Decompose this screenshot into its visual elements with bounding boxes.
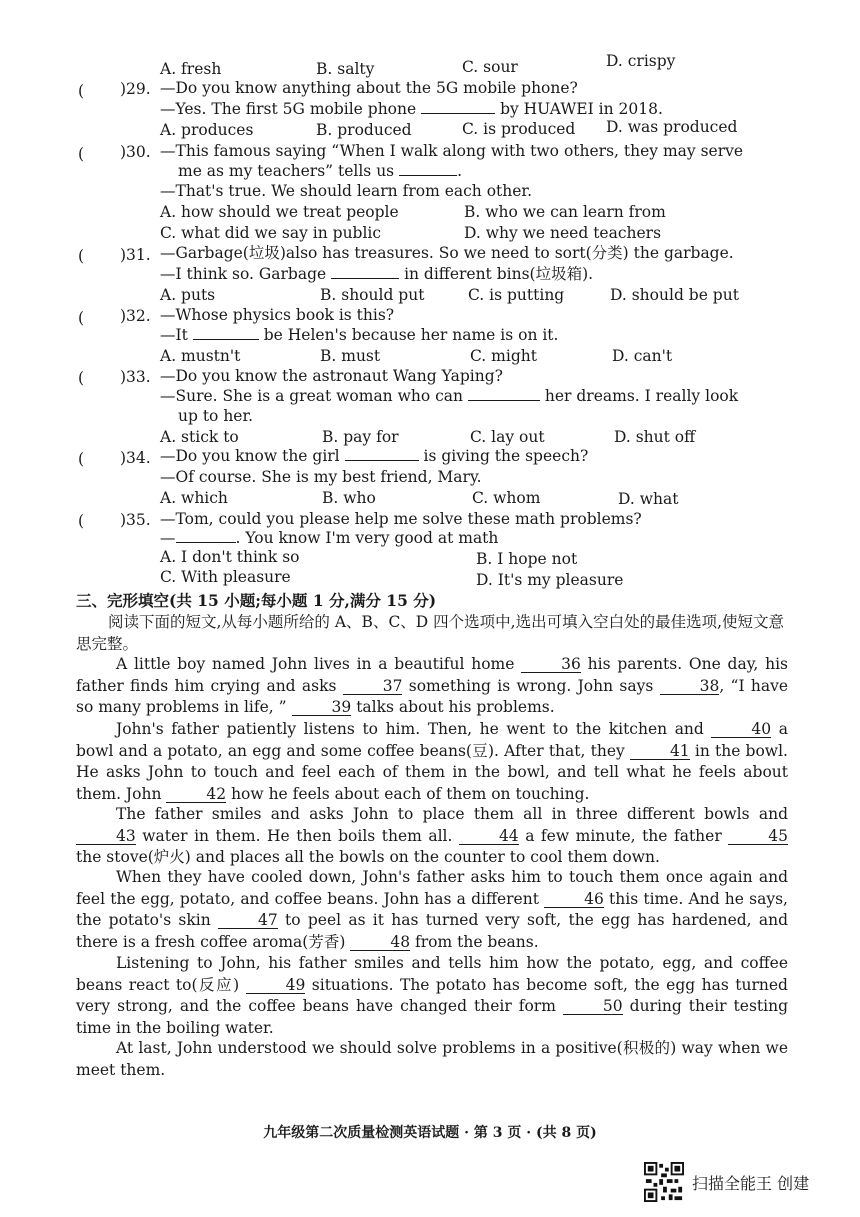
q34-line2: —Of course. She is my best friend, Mary.: [160, 468, 482, 486]
q28-option-b: B. salty: [316, 60, 375, 78]
q30-option-a: A. how should we treat people: [160, 203, 399, 221]
q33-line3: up to her.: [178, 407, 254, 425]
cloze-blank-48: 48: [350, 934, 410, 951]
q33-option-d: D. shut off: [614, 428, 696, 446]
q29-line2: —Yes. The first 5G mobile phone by HUAWEI in 2018.: [160, 100, 663, 118]
q31-paren: (: [78, 247, 85, 265]
q31-line2: —I think so. Garbage in different bins(垃圾箱).: [160, 265, 594, 283]
q31-option-c: C. is putting: [468, 286, 565, 304]
q32-option-a: A. mustn't: [160, 347, 241, 365]
q35-number: )35.: [120, 511, 151, 529]
q30-line1: —This famous saying “When I walk along with two others, they may serve: [160, 142, 744, 160]
q29-option-c: C. is produced: [462, 120, 576, 138]
cloze-blank-46: 46: [544, 891, 604, 908]
q32-line1: —Whose physics book is this?: [160, 306, 395, 324]
q29-line1: —Do you know anything about the 5G mobile phone?: [160, 79, 578, 97]
q28-option-d: D. crispy: [606, 52, 676, 70]
cloze-blank-41: 41: [630, 743, 690, 760]
q34-option-a: A. which: [160, 489, 228, 507]
q34-option-c: C. whom: [472, 489, 541, 507]
q32-paren: (: [78, 309, 85, 327]
q29-blank: [421, 113, 495, 114]
cloze-blank-44: 44: [459, 828, 519, 845]
q34-number: )34.: [120, 449, 151, 467]
q31-option-b: B. should put: [320, 286, 425, 304]
q35-option-a: A. I don't think so: [160, 548, 300, 566]
cloze-blank-50: 50: [563, 998, 623, 1015]
q33-option-c: C. lay out: [470, 428, 545, 446]
cloze-blank-49: 49: [246, 977, 306, 994]
cloze-blank-45: 45: [728, 828, 788, 845]
q31-line1: —Garbage(垃圾)also has treasures. So we need to sort(分类) the garbage.: [160, 244, 734, 262]
q32-option-d: D. can't: [612, 347, 673, 365]
q34-option-d: D. what: [618, 490, 679, 508]
q29-option-d: D. was produced: [606, 118, 738, 136]
q30-option-c: C. what did we say in public: [160, 224, 382, 242]
q35-option-c: C. With pleasure: [160, 568, 291, 586]
passage-paragraph-5: Listening to John, his father smiles and tells him how the potato, egg, and coffee beans react to(反应) 49 situations. The potato has become soft, the egg has turned very strong, and the coffee beans have changed their form 50 during their testing time in the boiling water.: [76, 954, 788, 1037]
q30-blank: [399, 175, 457, 176]
q33-option-b: B. pay for: [322, 428, 399, 446]
cloze-blank-39: 39: [292, 699, 352, 716]
cloze-blank-38: 38: [660, 678, 720, 695]
passage-paragraph-4: When they have cooled down, John's father asks him to touch them once again and feel the egg, potato, and coffee beans. John has a different 46 this time. And he says, the potato's skin 47 to peel as it has turned very soft, the egg has hardened, and there is a fresh coffee aroma(芳香) 48 from the beans.: [76, 868, 789, 951]
q35-line2: — . You know I'm very good at math: [160, 529, 499, 547]
q33-line2: —Sure. She is a great woman who can her dreams. I really look: [160, 387, 739, 405]
cloze-blank-47: 47: [218, 912, 278, 929]
page-footer: 九年级第二次质量检测英语试题 · 第 3 页 · (共 8 页): [263, 1125, 597, 1141]
q30-line2: me as my teachers” tells us .: [178, 162, 463, 180]
q35-paren: (: [78, 512, 85, 530]
q35-option-d: D. It's my pleasure: [476, 571, 624, 589]
q32-blank: [193, 339, 259, 340]
q33-line1: —Do you know the astronaut Wang Yaping?: [160, 367, 503, 385]
q32-option-c: C. might: [470, 347, 537, 365]
scanner-watermark: [644, 1162, 809, 1202]
section-title: 三、完形填空(共 15 小题;每小题 1 分,满分 15 分): [76, 591, 437, 610]
q32-option-b: B. must: [320, 347, 381, 365]
q35-blank: [176, 542, 236, 543]
q31-blank: [331, 278, 399, 279]
q33-number: )33.: [120, 368, 151, 386]
q30-paren: (: [78, 145, 85, 163]
passage-paragraph-3: The father smiles and asks John to place them all in three different bowls and 43 water in them. He then boils them all. 44 a few minute, the father 45 the stove(炉火) and places all the bowls on the counter to cool them down.: [76, 805, 788, 867]
q34-paren: (: [78, 450, 85, 468]
q29-option-b: B. produced: [316, 121, 412, 139]
q30-line3: —That's true. We should learn from each other.: [160, 182, 533, 200]
cloze-blank-36: 36: [521, 656, 581, 673]
q35-option-b: B. I hope not: [476, 550, 578, 568]
q33-blank: [468, 400, 540, 401]
q30-option-d: D. why we need teachers: [464, 224, 662, 242]
q32-line2: —It be Helen's because her name is on it.: [160, 326, 559, 344]
q32-number: )32.: [120, 307, 151, 325]
passage-paragraph-1: A little boy named John lives in a beautiful home 36 his parents. One day, his father finds him crying and asks 37 something is wrong. John says 38, “I have so many problems in life, ” 39 talks about his problems.: [76, 655, 789, 717]
q28-option-a: A. fresh: [160, 60, 222, 78]
q34-option-b: B. who: [322, 489, 376, 507]
cloze-blank-43: 43: [76, 828, 136, 845]
q33-option-a: A. stick to: [160, 428, 239, 446]
section-instruction: 阅读下面的短文,从每小题所给的 A、B、C、D 四个选项中,选出可填入空白处的最佳选项,使短文意思完整。: [76, 613, 785, 653]
watermark-text: 扫描全能王 创建: [692, 1173, 810, 1193]
passage-paragraph-2: John's father patiently listens to him. Then, he went to the kitchen and 40 a bowl and a potato, an egg and some coffee beans(豆). After that, they 41 in the bowl. He asks John to touch and feel each of them in the bowl, and tell what he feels about them. John 42 how he feels about each of them on touching.: [76, 720, 788, 803]
q28-option-c: C. sour: [462, 58, 518, 76]
q34-blank: [345, 460, 419, 461]
passage-paragraph-6: At last, John understood we should solve problems in a positive(积极的) way when we meet them.: [76, 1039, 788, 1079]
q31-option-d: D. should be put: [610, 286, 739, 304]
q30-number: )30.: [120, 143, 151, 161]
q29-option-a: A. produces: [160, 121, 254, 139]
q29-number: )29.: [120, 80, 151, 98]
cloze-blank-40: 40: [711, 721, 771, 738]
q35-line1: —Tom, could you please help me solve these math problems?: [160, 510, 642, 528]
qr-code-icon: [644, 1162, 684, 1202]
q29-paren: (: [78, 82, 85, 100]
q31-number: )31.: [120, 246, 151, 264]
cloze-blank-42: 42: [166, 786, 226, 803]
q30-option-b: B. who we can learn from: [464, 203, 666, 221]
q34-line1: —Do you know the girl is giving the speech?: [160, 447, 589, 465]
q31-option-a: A. puts: [160, 286, 216, 304]
cloze-blank-37: 37: [343, 678, 403, 695]
q33-paren: (: [78, 369, 85, 387]
